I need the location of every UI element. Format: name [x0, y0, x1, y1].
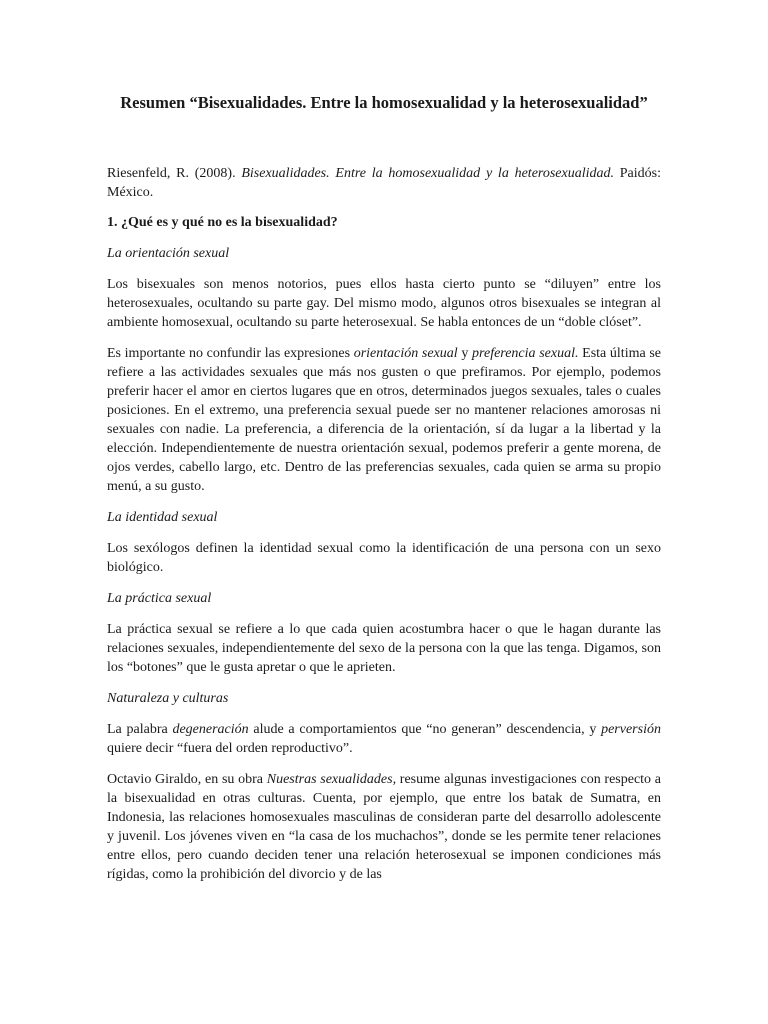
subheading-orientation: La orientación sexual: [107, 246, 230, 261]
paragraph-orientation-2: [107, 344, 661, 496]
subheading-practice: La práctica sexual: [107, 591, 212, 606]
text-run: Octavio Giraldo, en su obra: [107, 772, 267, 787]
reference-author-year: Riesenfeld, R. (2008).: [107, 166, 242, 181]
bibliographic-reference: [107, 164, 661, 202]
text-run: Esta última se refiere a las actividades sexuales que más nos gusten o que prefiramos. Por ejemplo, podemos preferir hacer el amor en ciertos lugares que en otros, determinados juegos sexuales, tales o cuales posiciones. En el extremo, una preferencia sexual puede ser no mantener relaciones amorosas ni sexuales con nadie. La preferencia, a diferencia de la orientación, sí da lugar a la libertad y la elección. Independientemente de nuestra orientación sexual, podemos preferir a gente morena, de ojos verdes, cabello largo, etc. Dentro de las preferencias sexuales, cada quien se arma su propio menú, a su gusto.: [107, 346, 662, 494]
text-run: quiere decir “fuera del orden reproductivo”.: [107, 741, 353, 756]
text-run: Es importante no confundir las expresiones: [107, 346, 354, 361]
text-run-italic: perversión: [601, 722, 661, 737]
section-heading: 1. ¿Qué es y qué no es la bisexualidad?: [107, 215, 338, 230]
paragraph-orientation-1: Los bisexuales son menos notorios, pues ellos hasta cierto punto se “diluyen” entre los heterosexuales, ocultando su parte gay. Del mismo modo, algunos otros bisexuales se integran al ambiente homosexual, ocultando su parte heterosexual. Se habla entonces de un “doble clóset”.: [107, 277, 661, 330]
text-run-italic: preferencia sexual.: [472, 346, 579, 361]
paragraph-nature-2: [107, 770, 661, 884]
document-title: Resumen “Bisexualidades. Entre la homosexualidad y la heterosexualidad”: [120, 93, 648, 112]
text-run: y: [457, 346, 473, 361]
text-run: alude a comportamientos que “no generan” descendencia, y: [248, 722, 602, 737]
text-run-italic: orientación sexual: [353, 346, 458, 361]
text-run: resume algunas investigaciones con respecto a la bisexualidad en otras culturas. Cuenta, por ejemplo, que entre los batak de Sumatra, en Indonesia, las relaciones homosexuales masculinas de consideran parte del desarrollo adolescente y juvenil. Los jóvenes viven en “la casa de los muchachos”, donde se les permite tener relaciones entre ellos, pero cuando deciden tener una relación heterosexual se imponen condiciones más rígidas, como la prohibición del divorcio y de las: [107, 772, 661, 882]
text-run-italic: degeneración: [172, 722, 249, 737]
paragraph-nature-1: [107, 720, 661, 758]
paragraph-identity: Los sexólogos definen la identidad sexual como la identificación de una persona con un sexo biológico.: [107, 541, 661, 575]
reference-publisher: Paidós: México.: [107, 166, 661, 200]
reference-book-title: Bisexualidades. Entre la homosexualidad y la heterosexualidad.: [241, 166, 614, 181]
subheading-identity: La identidad sexual: [107, 510, 218, 525]
text-run-italic: Nuestras sexualidades,: [266, 772, 397, 787]
subheading-nature: Naturaleza y culturas: [107, 691, 229, 706]
text-run: La palabra: [107, 722, 173, 737]
document-page: [107, 92, 661, 896]
paragraph-practice: La práctica sexual se refiere a lo que cada quien acostumbra hacer o que le hagan durante las relaciones sexuales, independientemente del sexo de la persona con la que las tenga. Digamos, son los “botones” que le gusta apretar o que le aprieten.: [107, 622, 661, 675]
